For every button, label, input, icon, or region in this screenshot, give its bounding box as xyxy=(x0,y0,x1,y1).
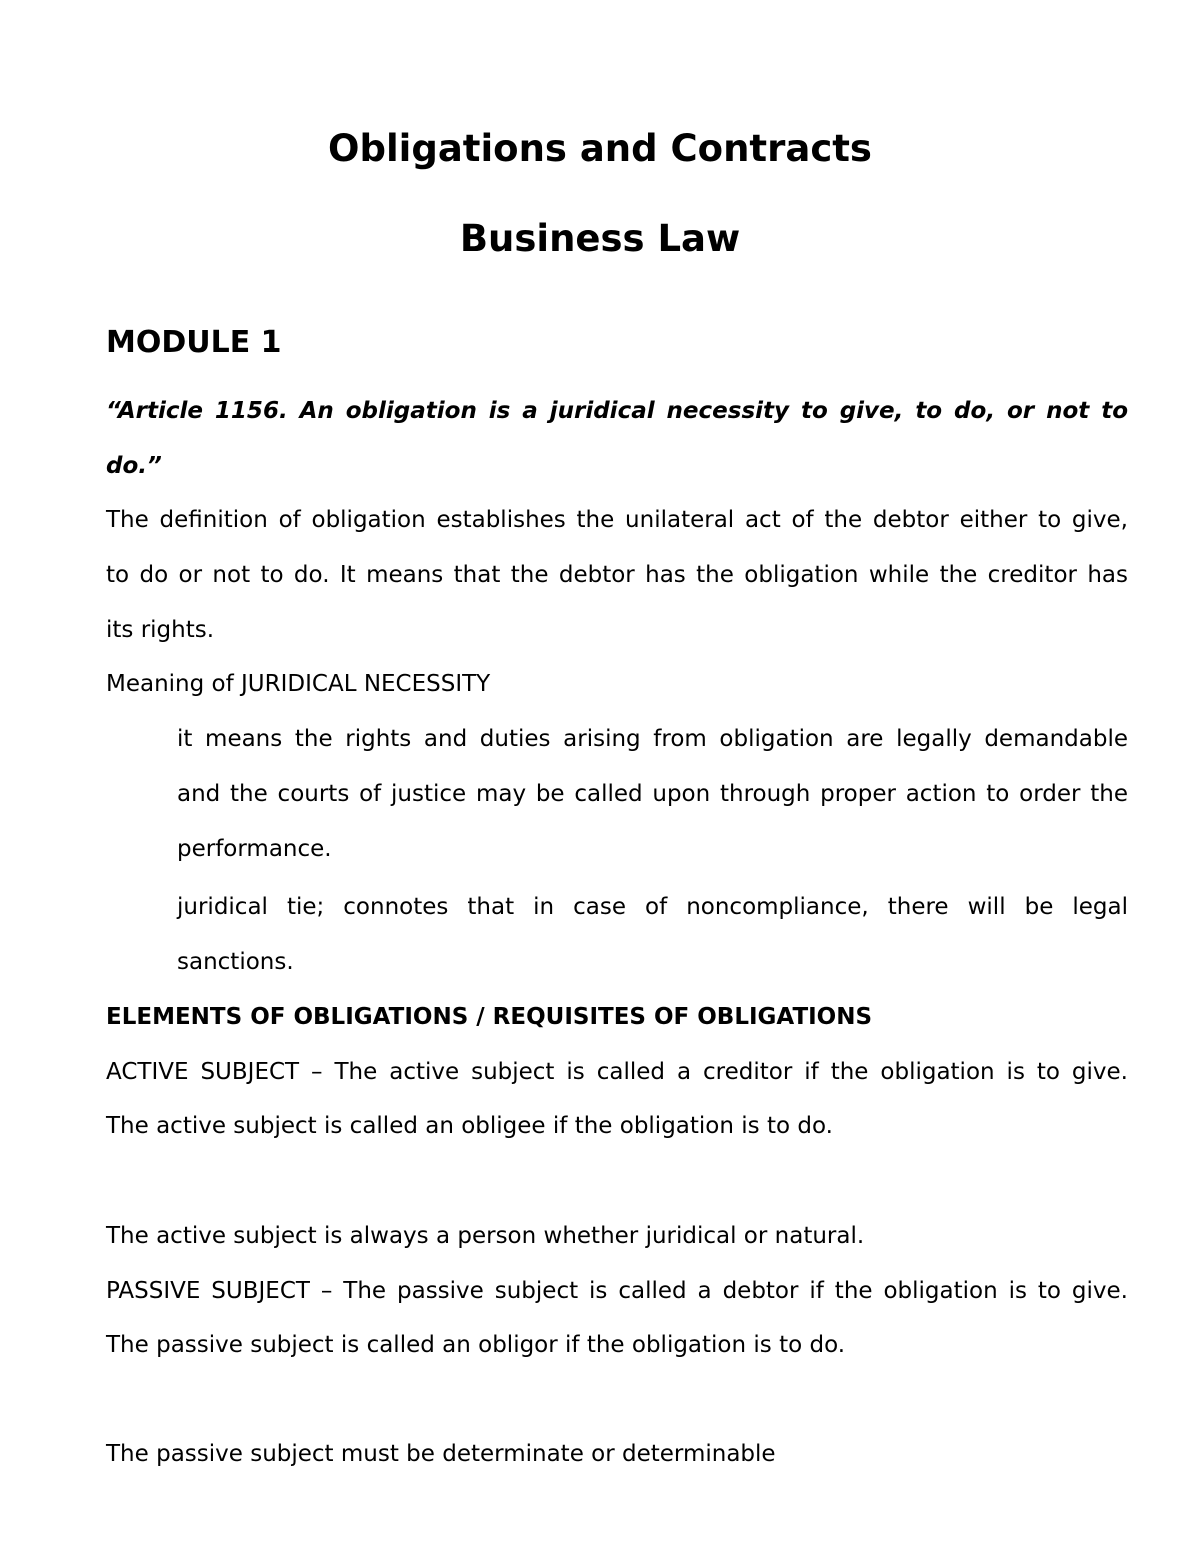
module-heading: MODULE 1 xyxy=(106,325,282,360)
active-subject-note: The active subject is always a person whether juridical or natural. xyxy=(106,1223,865,1249)
active-subject-line-1: ACTIVE SUBJECT – The active subject is called a creditor if the obligation is to give. xyxy=(106,1059,1128,1085)
elements-heading: ELEMENTS OF OBLIGATIONS / REQUISITES OF OBLIGATIONS xyxy=(106,1004,873,1030)
document-title: Obligations and Contracts xyxy=(328,127,872,170)
definition-line-3: its rights. xyxy=(106,617,215,643)
juridical-item-2-line-2: sanctions. xyxy=(177,949,294,975)
definition-line-2: to do or not to do. It means that the debtor has the obligation while the creditor has xyxy=(106,562,1128,588)
document-subtitle: Business Law xyxy=(459,217,741,260)
juridical-item-1-line-2: and the courts of justice may be called upon through proper action to order the xyxy=(177,781,1128,807)
juridical-item-2-line-1: juridical tie; connotes that in case of noncompliance, there will be legal xyxy=(177,894,1128,920)
active-subject-line-2: The active subject is called an obligee if the obligation is to do. xyxy=(106,1113,833,1139)
juridical-item-1-line-3: performance. xyxy=(177,836,332,862)
passive-subject-note: The passive subject must be determinate or determinable xyxy=(106,1441,776,1467)
juridical-necessity-heading: Meaning of JURIDICAL NECESSITY xyxy=(106,671,491,697)
passive-subject-line-2: The passive subject is called an obligor if the obligation is to do. xyxy=(106,1332,846,1358)
passive-subject-line-1: PASSIVE SUBJECT – The passive subject is called a debtor if the obligation is to give. xyxy=(106,1278,1128,1304)
definition-line-1: The definition of obligation establishes the unilateral act of the debtor either to give, xyxy=(106,507,1128,533)
juridical-item-1-line-1: it means the rights and duties arising from obligation are legally demandable xyxy=(177,726,1128,752)
article-quote-line-1: “Article 1156. An obligation is a juridical necessity to give, to do, or not to xyxy=(106,398,1128,424)
article-quote-line-2: do.” xyxy=(106,453,162,479)
